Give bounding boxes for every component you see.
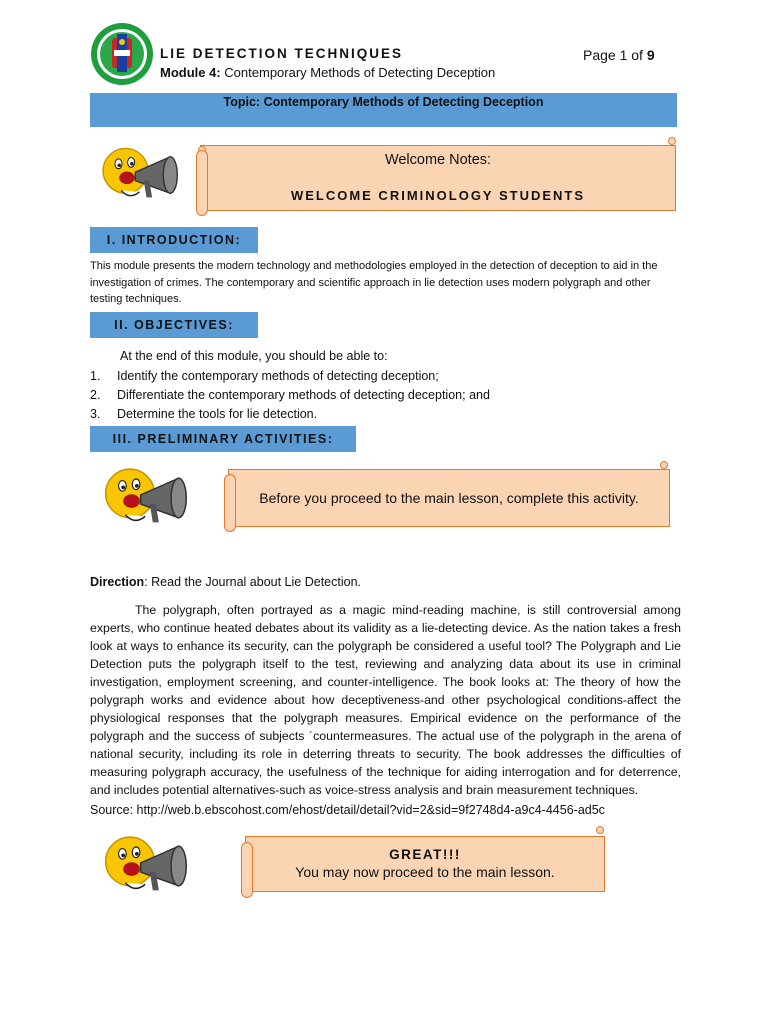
welcome-heading: WELCOME CRIMINOLOGY STUDENTS: [290, 188, 586, 203]
page-number: Page 1 of 9: [583, 47, 655, 63]
megaphone-emoji-icon: [88, 460, 210, 536]
direction-line: Direction: Read the Journal about Lie Detection.: [90, 575, 361, 589]
welcome-notes-label: Welcome Notes:: [384, 152, 492, 168]
scroll-curl: [668, 137, 676, 145]
course-title: LIE DETECTION TECHNIQUES: [160, 46, 404, 61]
objective-item: 1. Identify the contemporary methods of detecting deception;: [90, 369, 439, 383]
scroll-curl: [660, 461, 668, 469]
scroll-curl: [596, 826, 604, 834]
introduction-heading: I. INTRODUCTION:: [90, 227, 258, 253]
school-seal-logo: [90, 22, 154, 86]
introduction-text: This module presents the modern technology and methodologies employed in the detection of deception to aid in the investigation of crimes. The contemporary and scientific approach in lie detection uses modern polygraph and other testing techniques.: [90, 260, 658, 305]
objective-item: 2. Differentiate the contemporary methods of detecting deception; and: [90, 388, 490, 402]
topic-bar: [90, 93, 677, 127]
topic-title: Topic: Contemporary Methods of Detecting Deception: [223, 95, 544, 109]
great-text: You may now proceed to the main lesson.: [295, 864, 555, 880]
objectives-lead: At the end of this module, you should be able to:: [120, 349, 388, 363]
megaphone-emoji-icon: [88, 828, 210, 904]
megaphone-emoji-icon: [87, 140, 199, 210]
preliminary-note: Before you proceed to the main lesson, complete this activity.: [259, 490, 639, 506]
module-subtitle: Module 4: Contemporary Methods of Detecting Deception: [160, 65, 496, 80]
objective-item: 3. Determine the tools for lie detection.: [90, 407, 318, 421]
great-title: GREAT!!!: [389, 847, 461, 862]
source-citation: Source: http://web.b.ebscohost.com/ehost/detail/detail?vid=2&sid=9f2748d4-a9c4-4456-ad5c: [90, 803, 605, 817]
objectives-heading: II. OBJECTIVES:: [90, 312, 258, 338]
preliminary-heading: III. PRELIMINARY ACTIVITIES:: [90, 426, 356, 452]
journal-paragraph: The polygraph, often portrayed as a magic mind-reading machine, is still controversial among experts, who continue heated debates about its validity as a lie-detecting device. As the nation takes a fresh look at ways to enhance its security, can the polygraph be considered a useful tool? The Polygraph and Lie Detection puts the polygraph itself to the test, reviewing and analyzing data about its use in criminal investigation, employment screening, and counter-intelligence. The book looks at: The theory of how the polygraph works and evidence about how deceptiveness-and other psychological conditions-affect the physiological responses that the polygraph measures. Empirical evidence on the performance of the polygraph and the success of subjects ´countermeasures. The actual use of the polygraph in the arena of national security, including its role in deterring threats to security. The book addresses the difficulties of measuring polygraph accuracy, the usefulness of the technique for aiding interrogation and for deterrence, and includes potential alternatives-such as voice-stress analysis and brain measurement techniques.: [90, 603, 681, 797]
